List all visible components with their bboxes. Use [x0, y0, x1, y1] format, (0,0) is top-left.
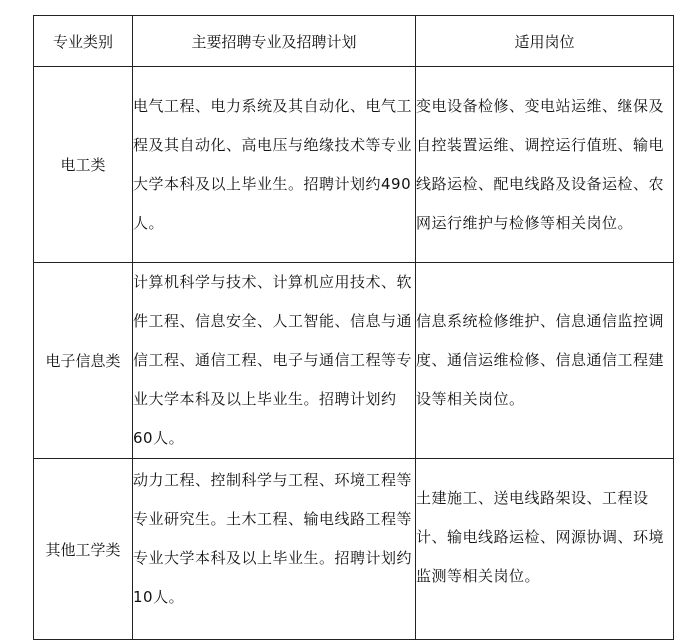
category-cell: 其他工学类 — [34, 459, 133, 640]
positions-cell: 变电设备检修、变电站运维、继保及自控装置运维、调控运行值班、输电线路运检、配电线路及设备运检、农网运行维护与检修等相关岗位。 — [416, 67, 674, 263]
table-row — [34, 459, 674, 640]
category-cell: 电子信息类 — [34, 263, 133, 459]
recruitment-table — [33, 15, 674, 640]
table-header-row — [34, 16, 674, 67]
header-plan: 主要招聘专业及招聘计划 — [133, 16, 416, 67]
positions-cell: 土建施工、送电线路架设、工程设计、输电线路运检、网源协调、环境监测等相关岗位。 — [416, 459, 674, 640]
plan-cell: 动力工程、控制科学与工程、环境工程等专业研究生。土木工程、输电线路工程等专业大学本科及以上毕业生。招聘计划约10人。 — [133, 459, 416, 640]
positions-cell: 信息系统检修维护、信息通信监控调度、通信运维检修、信息通信工程建设等相关岗位。 — [416, 263, 674, 459]
header-positions: 适用岗位 — [416, 16, 674, 67]
header-category: 专业类别 — [34, 16, 133, 67]
plan-cell: 计算机科学与技术、计算机应用技术、软件工程、信息安全、人工智能、信息与通信工程、通信工程、电子与通信工程等专业大学本科及以上毕业生。招聘计划约60人。 — [133, 263, 416, 459]
category-cell: 电工类 — [34, 67, 133, 263]
plan-cell: 电气工程、电力系统及其自动化、电气工程及其自动化、高电压与绝缘技术等专业大学本科及以上毕业生。招聘计划约490人。 — [133, 67, 416, 263]
table-row — [34, 263, 674, 459]
table-row — [34, 67, 674, 263]
